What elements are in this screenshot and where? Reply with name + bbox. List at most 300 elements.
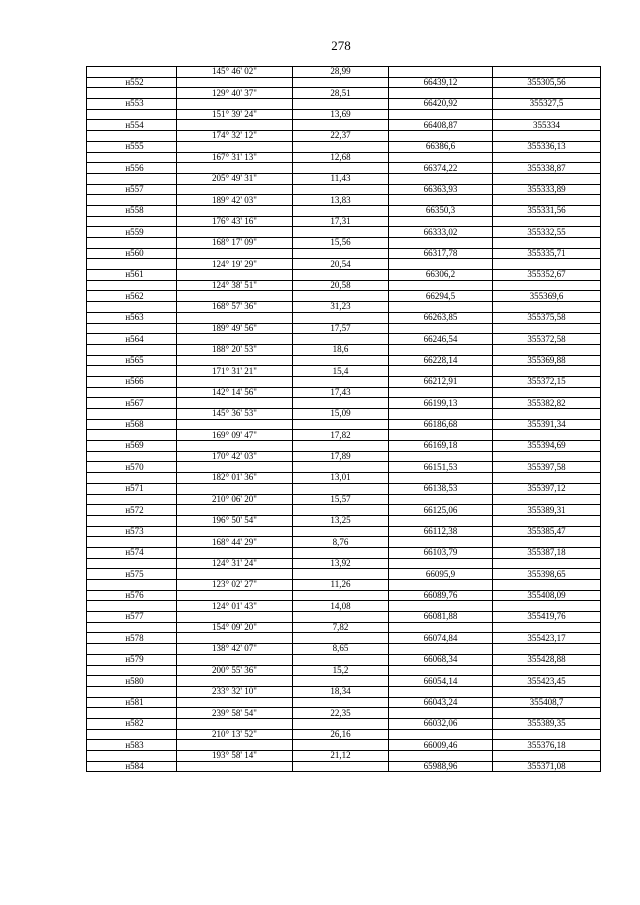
length-cell bbox=[293, 569, 389, 580]
x-coordinate-cell bbox=[389, 708, 493, 719]
x-coordinate-cell bbox=[389, 430, 493, 441]
length-cell bbox=[293, 248, 389, 259]
y-coordinate-cell bbox=[493, 109, 601, 120]
point-cell: н570 bbox=[87, 462, 177, 473]
y-coordinate-cell bbox=[493, 708, 601, 719]
table-row bbox=[87, 569, 601, 580]
length-cell bbox=[293, 419, 389, 430]
length-cell: 8,76 bbox=[293, 537, 389, 548]
y-coordinate-cell: 355305,56 bbox=[493, 77, 601, 88]
table-row bbox=[87, 259, 601, 270]
x-coordinate-cell bbox=[389, 302, 493, 313]
point-cell bbox=[87, 708, 177, 719]
point-cell: н581 bbox=[87, 697, 177, 708]
table-row bbox=[87, 622, 601, 633]
y-coordinate-cell: 355428,88 bbox=[493, 654, 601, 665]
point-cell: н553 bbox=[87, 99, 177, 110]
x-coordinate-cell: 66103,79 bbox=[389, 547, 493, 558]
x-coordinate-cell: 66350,3 bbox=[389, 205, 493, 216]
point-cell: н557 bbox=[87, 184, 177, 195]
x-coordinate-cell: 66439,12 bbox=[389, 77, 493, 88]
table-row bbox=[87, 612, 601, 623]
table-row bbox=[87, 99, 601, 110]
angle-cell bbox=[177, 334, 293, 345]
length-cell: 12,68 bbox=[293, 152, 389, 163]
table-row bbox=[87, 184, 601, 195]
y-coordinate-cell bbox=[493, 430, 601, 441]
length-cell bbox=[293, 205, 389, 216]
point-cell: н552 bbox=[87, 77, 177, 88]
x-coordinate-cell: 66095,9 bbox=[389, 569, 493, 580]
y-coordinate-cell: 355375,58 bbox=[493, 312, 601, 323]
length-cell: 14,08 bbox=[293, 601, 389, 612]
angle-cell bbox=[177, 291, 293, 302]
table-row bbox=[87, 409, 601, 420]
point-cell: н555 bbox=[87, 141, 177, 152]
table-row bbox=[87, 430, 601, 441]
angle-cell: 176° 43' 16" bbox=[177, 216, 293, 227]
angle-cell: 196° 50' 54" bbox=[177, 515, 293, 526]
coordinates-table-body bbox=[87, 67, 601, 772]
point-cell bbox=[87, 280, 177, 291]
point-cell bbox=[87, 751, 177, 762]
point-cell bbox=[87, 366, 177, 377]
x-coordinate-cell: 66199,13 bbox=[389, 398, 493, 409]
length-cell bbox=[293, 77, 389, 88]
point-cell bbox=[87, 302, 177, 313]
x-coordinate-cell bbox=[389, 580, 493, 591]
x-coordinate-cell: 66228,14 bbox=[389, 355, 493, 366]
y-coordinate-cell bbox=[493, 344, 601, 355]
length-cell bbox=[293, 697, 389, 708]
table-row bbox=[87, 729, 601, 740]
table-row bbox=[87, 590, 601, 601]
x-coordinate-cell: 66263,85 bbox=[389, 312, 493, 323]
length-cell bbox=[293, 526, 389, 537]
y-coordinate-cell bbox=[493, 238, 601, 249]
x-coordinate-cell: 66032,06 bbox=[389, 718, 493, 729]
y-coordinate-cell: 355423,45 bbox=[493, 676, 601, 687]
table-row bbox=[87, 654, 601, 665]
y-coordinate-cell: 355336,13 bbox=[493, 141, 601, 152]
angle-cell bbox=[177, 419, 293, 430]
y-coordinate-cell: 355389,35 bbox=[493, 718, 601, 729]
table-row bbox=[87, 686, 601, 697]
point-cell: н562 bbox=[87, 291, 177, 302]
x-coordinate-cell bbox=[389, 88, 493, 99]
table-row bbox=[87, 740, 601, 751]
length-cell bbox=[293, 462, 389, 473]
table-row bbox=[87, 280, 601, 291]
point-cell: н579 bbox=[87, 654, 177, 665]
length-cell: 15,56 bbox=[293, 238, 389, 249]
length-cell bbox=[293, 676, 389, 687]
angle-cell: 124° 19' 29" bbox=[177, 259, 293, 270]
angle-cell bbox=[177, 77, 293, 88]
y-coordinate-cell: 355331,56 bbox=[493, 205, 601, 216]
point-cell: н554 bbox=[87, 120, 177, 131]
x-coordinate-cell bbox=[389, 686, 493, 697]
point-cell bbox=[87, 494, 177, 505]
x-coordinate-cell: 66081,88 bbox=[389, 612, 493, 623]
angle-cell: 145° 46' 02" bbox=[177, 67, 293, 78]
length-cell: 11,43 bbox=[293, 173, 389, 184]
point-cell bbox=[87, 409, 177, 420]
x-coordinate-cell bbox=[389, 473, 493, 484]
x-coordinate-cell bbox=[389, 109, 493, 120]
x-coordinate-cell: 66068,34 bbox=[389, 654, 493, 665]
length-cell bbox=[293, 99, 389, 110]
table-row bbox=[87, 77, 601, 88]
length-cell: 15,2 bbox=[293, 665, 389, 676]
angle-cell bbox=[177, 547, 293, 558]
y-coordinate-cell bbox=[493, 409, 601, 420]
x-coordinate-cell bbox=[389, 644, 493, 655]
point-cell bbox=[87, 622, 177, 633]
y-coordinate-cell: 355419,76 bbox=[493, 612, 601, 623]
point-cell bbox=[87, 558, 177, 569]
length-cell: 11,26 bbox=[293, 580, 389, 591]
length-cell bbox=[293, 761, 389, 772]
table-row bbox=[87, 248, 601, 259]
table-row bbox=[87, 141, 601, 152]
angle-cell: 174° 32' 12" bbox=[177, 131, 293, 142]
y-coordinate-cell bbox=[493, 216, 601, 227]
length-cell bbox=[293, 547, 389, 558]
y-coordinate-cell bbox=[493, 67, 601, 78]
point-cell: н568 bbox=[87, 419, 177, 430]
y-coordinate-cell bbox=[493, 88, 601, 99]
y-coordinate-cell: 355397,58 bbox=[493, 462, 601, 473]
y-coordinate-cell bbox=[493, 601, 601, 612]
y-coordinate-cell bbox=[493, 473, 601, 484]
point-cell bbox=[87, 216, 177, 227]
y-coordinate-cell: 355372,58 bbox=[493, 334, 601, 345]
x-coordinate-cell bbox=[389, 280, 493, 291]
length-cell bbox=[293, 270, 389, 281]
x-coordinate-cell: 66212,91 bbox=[389, 376, 493, 387]
y-coordinate-cell: 355389,31 bbox=[493, 505, 601, 516]
coordinates-table bbox=[86, 66, 601, 772]
point-cell bbox=[87, 729, 177, 740]
table-row bbox=[87, 665, 601, 676]
page-number: 278 bbox=[331, 38, 351, 53]
y-coordinate-cell: 355371,08 bbox=[493, 761, 601, 772]
length-cell bbox=[293, 505, 389, 516]
angle-cell: 189° 42' 03" bbox=[177, 195, 293, 206]
table-row bbox=[87, 751, 601, 762]
x-coordinate-cell bbox=[389, 152, 493, 163]
length-cell: 13,01 bbox=[293, 473, 389, 484]
angle-cell bbox=[177, 483, 293, 494]
x-coordinate-cell bbox=[389, 558, 493, 569]
point-cell: н582 bbox=[87, 718, 177, 729]
angle-cell: 233° 32' 10" bbox=[177, 686, 293, 697]
point-cell bbox=[87, 344, 177, 355]
length-cell: 13,25 bbox=[293, 515, 389, 526]
angle-cell: 154° 09' 20" bbox=[177, 622, 293, 633]
point-cell: н584 bbox=[87, 761, 177, 772]
x-coordinate-cell: 66089,76 bbox=[389, 590, 493, 601]
angle-cell bbox=[177, 441, 293, 452]
length-cell: 26,16 bbox=[293, 729, 389, 740]
y-coordinate-cell: 355385,47 bbox=[493, 526, 601, 537]
angle-cell: 168° 44' 29" bbox=[177, 537, 293, 548]
x-coordinate-cell bbox=[389, 216, 493, 227]
x-coordinate-cell bbox=[389, 451, 493, 462]
angle-cell bbox=[177, 355, 293, 366]
angle-cell bbox=[177, 270, 293, 281]
length-cell: 22,37 bbox=[293, 131, 389, 142]
angle-cell bbox=[177, 462, 293, 473]
table-row bbox=[87, 334, 601, 345]
table-row bbox=[87, 761, 601, 772]
angle-cell bbox=[177, 505, 293, 516]
point-cell: н563 bbox=[87, 312, 177, 323]
y-coordinate-cell bbox=[493, 537, 601, 548]
x-coordinate-cell bbox=[389, 131, 493, 142]
angle-cell bbox=[177, 312, 293, 323]
point-cell bbox=[87, 686, 177, 697]
y-coordinate-cell bbox=[493, 451, 601, 462]
length-cell bbox=[293, 312, 389, 323]
table-row bbox=[87, 515, 601, 526]
angle-cell: 171° 31' 21" bbox=[177, 366, 293, 377]
angle-cell bbox=[177, 718, 293, 729]
y-coordinate-cell: 355338,87 bbox=[493, 163, 601, 174]
point-cell bbox=[87, 387, 177, 398]
angle-cell: 145° 36' 53" bbox=[177, 409, 293, 420]
point-cell bbox=[87, 323, 177, 334]
y-coordinate-cell bbox=[493, 280, 601, 291]
x-coordinate-cell: 66363,93 bbox=[389, 184, 493, 195]
y-coordinate-cell bbox=[493, 751, 601, 762]
angle-cell: 188° 20' 53" bbox=[177, 344, 293, 355]
y-coordinate-cell bbox=[493, 195, 601, 206]
table-row bbox=[87, 131, 601, 142]
table-row bbox=[87, 291, 601, 302]
table-row bbox=[87, 676, 601, 687]
x-coordinate-cell bbox=[389, 344, 493, 355]
point-cell: н569 bbox=[87, 441, 177, 452]
angle-cell bbox=[177, 205, 293, 216]
length-cell: 20,54 bbox=[293, 259, 389, 270]
length-cell: 20,58 bbox=[293, 280, 389, 291]
x-coordinate-cell bbox=[389, 665, 493, 676]
length-cell bbox=[293, 376, 389, 387]
y-coordinate-cell: 355335,71 bbox=[493, 248, 601, 259]
x-coordinate-cell: 66151,53 bbox=[389, 462, 493, 473]
length-cell: 22,35 bbox=[293, 708, 389, 719]
angle-cell: 167° 31' 13" bbox=[177, 152, 293, 163]
angle-cell: 138° 42' 07" bbox=[177, 644, 293, 655]
point-cell: н560 bbox=[87, 248, 177, 259]
x-coordinate-cell bbox=[389, 601, 493, 612]
length-cell bbox=[293, 163, 389, 174]
y-coordinate-cell: 355423,17 bbox=[493, 633, 601, 644]
point-cell bbox=[87, 131, 177, 142]
point-cell: н577 bbox=[87, 612, 177, 623]
y-coordinate-cell: 355369,88 bbox=[493, 355, 601, 366]
x-coordinate-cell bbox=[389, 67, 493, 78]
angle-cell bbox=[177, 676, 293, 687]
length-cell: 13,83 bbox=[293, 195, 389, 206]
x-coordinate-cell bbox=[389, 195, 493, 206]
y-coordinate-cell: 355408,09 bbox=[493, 590, 601, 601]
angle-cell bbox=[177, 761, 293, 772]
length-cell: 31,23 bbox=[293, 302, 389, 313]
table-row bbox=[87, 462, 601, 473]
angle-cell: 124° 01' 43" bbox=[177, 601, 293, 612]
point-cell: н558 bbox=[87, 205, 177, 216]
table-row bbox=[87, 526, 601, 537]
y-coordinate-cell: 355382,82 bbox=[493, 398, 601, 409]
y-coordinate-cell: 355376,18 bbox=[493, 740, 601, 751]
table-row bbox=[87, 419, 601, 430]
x-coordinate-cell bbox=[389, 515, 493, 526]
table-row bbox=[87, 376, 601, 387]
point-cell bbox=[87, 601, 177, 612]
x-coordinate-cell: 66009,46 bbox=[389, 740, 493, 751]
length-cell: 8,65 bbox=[293, 644, 389, 655]
y-coordinate-cell bbox=[493, 580, 601, 591]
angle-cell bbox=[177, 227, 293, 238]
angle-cell: 169° 09' 47" bbox=[177, 430, 293, 441]
table-row bbox=[87, 708, 601, 719]
table-row bbox=[87, 216, 601, 227]
point-cell bbox=[87, 109, 177, 120]
x-coordinate-cell bbox=[389, 259, 493, 270]
x-coordinate-cell bbox=[389, 537, 493, 548]
x-coordinate-cell: 66420,92 bbox=[389, 99, 493, 110]
table-row bbox=[87, 227, 601, 238]
table-row bbox=[87, 601, 601, 612]
angle-cell bbox=[177, 184, 293, 195]
y-coordinate-cell: 355391,34 bbox=[493, 419, 601, 430]
length-cell: 21,12 bbox=[293, 751, 389, 762]
length-cell bbox=[293, 483, 389, 494]
x-coordinate-cell bbox=[389, 238, 493, 249]
x-coordinate-cell: 66043,24 bbox=[389, 697, 493, 708]
table-row bbox=[87, 580, 601, 591]
point-cell: н564 bbox=[87, 334, 177, 345]
table-row bbox=[87, 483, 601, 494]
length-cell bbox=[293, 398, 389, 409]
angle-cell bbox=[177, 248, 293, 259]
table-row bbox=[87, 88, 601, 99]
length-cell bbox=[293, 612, 389, 623]
y-coordinate-cell: 355332,55 bbox=[493, 227, 601, 238]
table-row bbox=[87, 205, 601, 216]
angle-cell: 168° 57' 36" bbox=[177, 302, 293, 313]
y-coordinate-cell: 355369,6 bbox=[493, 291, 601, 302]
length-cell bbox=[293, 334, 389, 345]
y-coordinate-cell: 355333,89 bbox=[493, 184, 601, 195]
length-cell bbox=[293, 184, 389, 195]
length-cell: 28,99 bbox=[293, 67, 389, 78]
point-cell bbox=[87, 515, 177, 526]
point-cell: н578 bbox=[87, 633, 177, 644]
point-cell bbox=[87, 580, 177, 591]
y-coordinate-cell bbox=[493, 323, 601, 334]
length-cell: 15,57 bbox=[293, 494, 389, 505]
angle-cell: 129° 40' 37" bbox=[177, 88, 293, 99]
y-coordinate-cell: 355397,12 bbox=[493, 483, 601, 494]
table-row bbox=[87, 644, 601, 655]
x-coordinate-cell: 66333,02 bbox=[389, 227, 493, 238]
length-cell bbox=[293, 355, 389, 366]
table-row bbox=[87, 537, 601, 548]
table-row bbox=[87, 494, 601, 505]
length-cell bbox=[293, 590, 389, 601]
x-coordinate-cell bbox=[389, 729, 493, 740]
point-cell bbox=[87, 238, 177, 249]
x-coordinate-cell: 66169,18 bbox=[389, 441, 493, 452]
y-coordinate-cell bbox=[493, 558, 601, 569]
length-cell: 13,69 bbox=[293, 109, 389, 120]
point-cell bbox=[87, 644, 177, 655]
point-cell: н561 bbox=[87, 270, 177, 281]
angle-cell bbox=[177, 569, 293, 580]
table-row bbox=[87, 387, 601, 398]
point-cell: н571 bbox=[87, 483, 177, 494]
y-coordinate-cell: 355334 bbox=[493, 120, 601, 131]
point-cell: н573 bbox=[87, 526, 177, 537]
length-cell bbox=[293, 718, 389, 729]
table-row bbox=[87, 120, 601, 131]
table-row bbox=[87, 152, 601, 163]
x-coordinate-cell: 66306,2 bbox=[389, 270, 493, 281]
angle-cell bbox=[177, 398, 293, 409]
table-row bbox=[87, 355, 601, 366]
point-cell: н565 bbox=[87, 355, 177, 366]
length-cell bbox=[293, 740, 389, 751]
point-cell bbox=[87, 173, 177, 184]
point-cell: н575 bbox=[87, 569, 177, 580]
length-cell: 13,92 bbox=[293, 558, 389, 569]
angle-cell: 124° 38' 51" bbox=[177, 280, 293, 291]
point-cell bbox=[87, 195, 177, 206]
angle-cell bbox=[177, 612, 293, 623]
angle-cell: 151° 39' 24" bbox=[177, 109, 293, 120]
point-cell: н574 bbox=[87, 547, 177, 558]
table-row bbox=[87, 312, 601, 323]
length-cell: 17,57 bbox=[293, 323, 389, 334]
y-coordinate-cell bbox=[493, 152, 601, 163]
angle-cell: 123° 02' 27" bbox=[177, 580, 293, 591]
y-coordinate-cell bbox=[493, 259, 601, 270]
x-coordinate-cell: 66408,87 bbox=[389, 120, 493, 131]
angle-cell bbox=[177, 526, 293, 537]
y-coordinate-cell: 355408,7 bbox=[493, 697, 601, 708]
length-cell: 15,09 bbox=[293, 409, 389, 420]
length-cell: 17,82 bbox=[293, 430, 389, 441]
table-row bbox=[87, 398, 601, 409]
length-cell bbox=[293, 120, 389, 131]
y-coordinate-cell bbox=[493, 644, 601, 655]
angle-cell bbox=[177, 163, 293, 174]
x-coordinate-cell bbox=[389, 751, 493, 762]
point-cell: н583 bbox=[87, 740, 177, 751]
angle-cell: 182° 01' 36" bbox=[177, 473, 293, 484]
point-cell: н566 bbox=[87, 376, 177, 387]
point-cell bbox=[87, 473, 177, 484]
y-coordinate-cell bbox=[493, 131, 601, 142]
x-coordinate-cell: 66386,6 bbox=[389, 141, 493, 152]
angle-cell: 210° 13' 52" bbox=[177, 729, 293, 740]
angle-cell bbox=[177, 590, 293, 601]
y-coordinate-cell bbox=[493, 494, 601, 505]
